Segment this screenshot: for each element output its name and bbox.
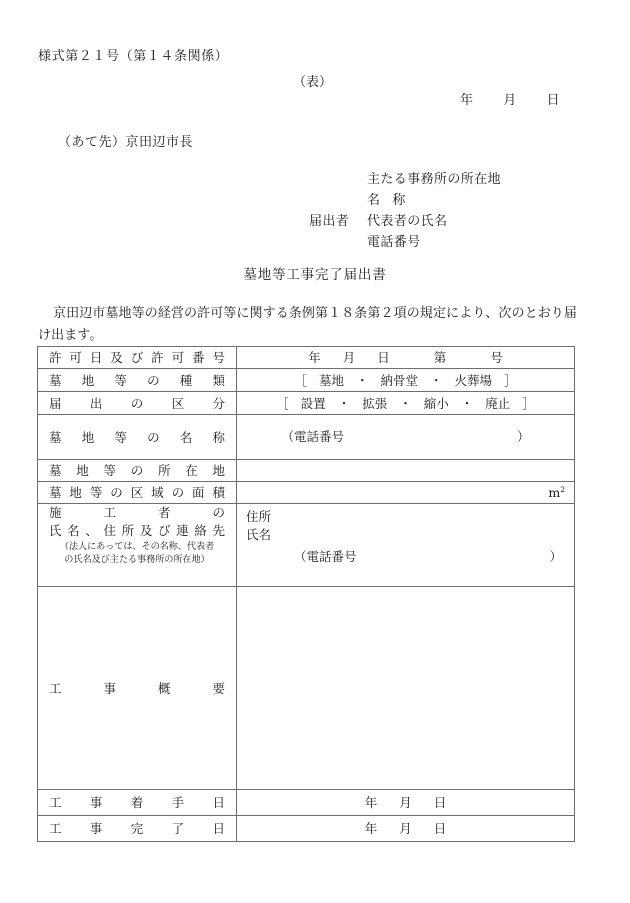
start-date-month: 月 <box>399 795 412 810</box>
type-option-3[interactable]: 火葬場 <box>454 372 493 388</box>
permit-number-suffix: 号 <box>490 350 503 365</box>
row-label-work-outline <box>38 587 237 790</box>
form-number: 様式第２１号（第１４条関係） <box>38 49 229 64</box>
category-separator-2: ・ <box>399 395 412 411</box>
submitter-row-phone <box>309 231 501 252</box>
permit-month: 月 <box>342 350 356 365</box>
table-row-location <box>38 460 575 482</box>
label-text-facility-name: 墓地等の名称 <box>49 429 225 445</box>
area-unit-exponent: 2 <box>560 484 565 494</box>
label-text-work-outline: 工事概要 <box>49 681 225 696</box>
category-separator-1: ・ <box>337 395 351 411</box>
category-option-3[interactable]: 縮小 <box>423 395 449 411</box>
contractor-tel-close: ） <box>549 549 562 564</box>
label-text-type: 墓地等の種類 <box>49 372 225 388</box>
category-separator-3: ・ <box>460 395 474 411</box>
completion-date-value <box>237 820 574 837</box>
area-unit <box>548 485 565 500</box>
table-row-completion-date <box>38 816 575 842</box>
row-label-location <box>38 460 237 482</box>
table-row-start-date <box>38 790 575 816</box>
row-value-contractor[interactable] <box>237 504 575 587</box>
addressee-target: 京田辺市長 <box>125 135 194 150</box>
facility-name-tel-wrap <box>237 428 574 446</box>
row-value-permit[interactable] <box>237 347 575 369</box>
row-value-start-date[interactable] <box>237 790 575 816</box>
area-unit-base: m <box>548 485 561 501</box>
facility-tel-label: （電話番号 <box>281 429 345 444</box>
facility-tel-inner <box>282 428 530 446</box>
contractor-note-line1: （法人にあっては、その名称、代表者 <box>59 541 215 552</box>
category-option-2[interactable]: 拡張 <box>362 395 388 411</box>
header-date-year: 年 <box>460 93 474 108</box>
body-paragraph: 京田辺市墓地等の経営の許可等に関する条例第１８条第２項の規定により、次のとおり届け出ます。 <box>38 306 578 343</box>
contractor-name-label: 氏名 <box>246 527 272 542</box>
row-label-permit <box>38 347 237 369</box>
category-close-bracket: ］ <box>522 395 535 411</box>
type-option-2[interactable]: 納骨堂 <box>380 372 418 388</box>
permit-day: 日 <box>377 350 390 365</box>
header-date-day: 日 <box>546 93 560 108</box>
submitter-row-name <box>309 189 501 210</box>
table-row-work-outline <box>38 587 575 790</box>
table-row-area <box>38 482 575 504</box>
row-value-facility-name[interactable] <box>237 415 575 460</box>
contractor-address-label: 住所 <box>246 509 272 524</box>
table-row-category <box>38 392 575 415</box>
contractor-note-line2: の氏名及び主たる事務所の所在地） <box>64 554 210 565</box>
submitter-representative: 代表者の氏名 <box>367 214 448 229</box>
label-text-completion-date: 工事完了日 <box>49 821 225 836</box>
side-mark: （表） <box>293 75 333 90</box>
category-choice-group <box>237 395 574 412</box>
label-text-permit: 許可日及び許可番号 <box>49 350 225 365</box>
completion-date-day: 日 <box>433 821 447 836</box>
row-label-start-date <box>38 790 237 816</box>
label-text-contractor-line2: 氏名、住所及び連絡先 <box>49 523 225 538</box>
type-separator-1: ・ <box>355 372 369 388</box>
row-value-category[interactable] <box>237 392 575 415</box>
row-value-area[interactable] <box>237 482 575 504</box>
contractor-fields <box>237 504 574 566</box>
row-value-completion-date[interactable] <box>237 816 575 842</box>
type-option-1[interactable]: 墓地 <box>318 372 344 388</box>
notification-table <box>37 346 575 842</box>
submitter-name <box>367 189 406 208</box>
row-label-type <box>38 369 237 392</box>
area-unit-wrap <box>237 485 574 500</box>
label-text-category: 届出の区分 <box>49 395 225 411</box>
submitter-name-char-1: 名 <box>367 193 381 208</box>
table-row-type <box>38 369 575 392</box>
row-label-completion-date <box>38 816 237 842</box>
submitter-office-address: 主たる事務所の所在地 <box>367 172 502 187</box>
header-date-month: 月 <box>503 93 517 108</box>
label-text-contractor-line1: 施工者の <box>49 505 225 520</box>
row-label-category <box>38 392 237 415</box>
completion-date-year: 年 <box>364 821 378 836</box>
type-close-bracket: ］ <box>504 372 517 388</box>
category-option-4[interactable]: 廃止 <box>485 395 511 411</box>
submitter-name-char-2: 称 <box>392 193 406 208</box>
addressee-line <box>58 131 193 150</box>
type-separator-2: ・ <box>430 372 443 388</box>
row-label-contractor <box>38 504 237 587</box>
contractor-tel-label: （電話番号 <box>294 549 357 564</box>
facility-tel-close: ） <box>516 429 530 444</box>
type-choice-group <box>237 372 574 389</box>
table-row-contractor <box>38 504 575 587</box>
table-row-permit <box>38 347 575 369</box>
permit-date-value <box>237 349 574 366</box>
completion-date-month: 月 <box>399 821 412 836</box>
start-date-day: 日 <box>433 795 447 810</box>
row-value-location[interactable] <box>237 460 575 482</box>
contractor-tel-row <box>294 548 562 566</box>
type-open-bracket: ［ <box>294 372 307 388</box>
row-value-type[interactable] <box>237 369 575 392</box>
submitter-block <box>309 168 501 252</box>
submitter-phone: 電話番号 <box>367 235 421 250</box>
category-open-bracket: ［ <box>276 395 289 411</box>
start-date-year: 年 <box>364 795 378 810</box>
label-text-area: 墓地等の区域の面積 <box>49 485 225 500</box>
table-row-facility-name <box>38 415 575 460</box>
row-label-facility-name <box>38 415 237 460</box>
submitter-row-office-address <box>309 168 501 189</box>
submitter-row-representative <box>309 210 501 231</box>
header-date-line <box>460 89 560 108</box>
document-title: 墓地等工事完了届出書 <box>243 267 387 283</box>
addressee-prefix: （あて先） <box>58 135 126 150</box>
start-date-value <box>237 794 574 811</box>
label-text-start-date: 工事着手日 <box>49 795 225 810</box>
submitter-label: 届出者 <box>309 214 350 229</box>
label-text-location: 墓地等の所在地 <box>49 463 225 478</box>
permit-year: 年 <box>308 350 321 365</box>
row-label-area <box>38 482 237 504</box>
category-option-1[interactable]: 設置 <box>300 395 326 411</box>
permit-number-prefix: 第 <box>433 350 447 365</box>
row-value-work-outline[interactable] <box>237 587 575 790</box>
